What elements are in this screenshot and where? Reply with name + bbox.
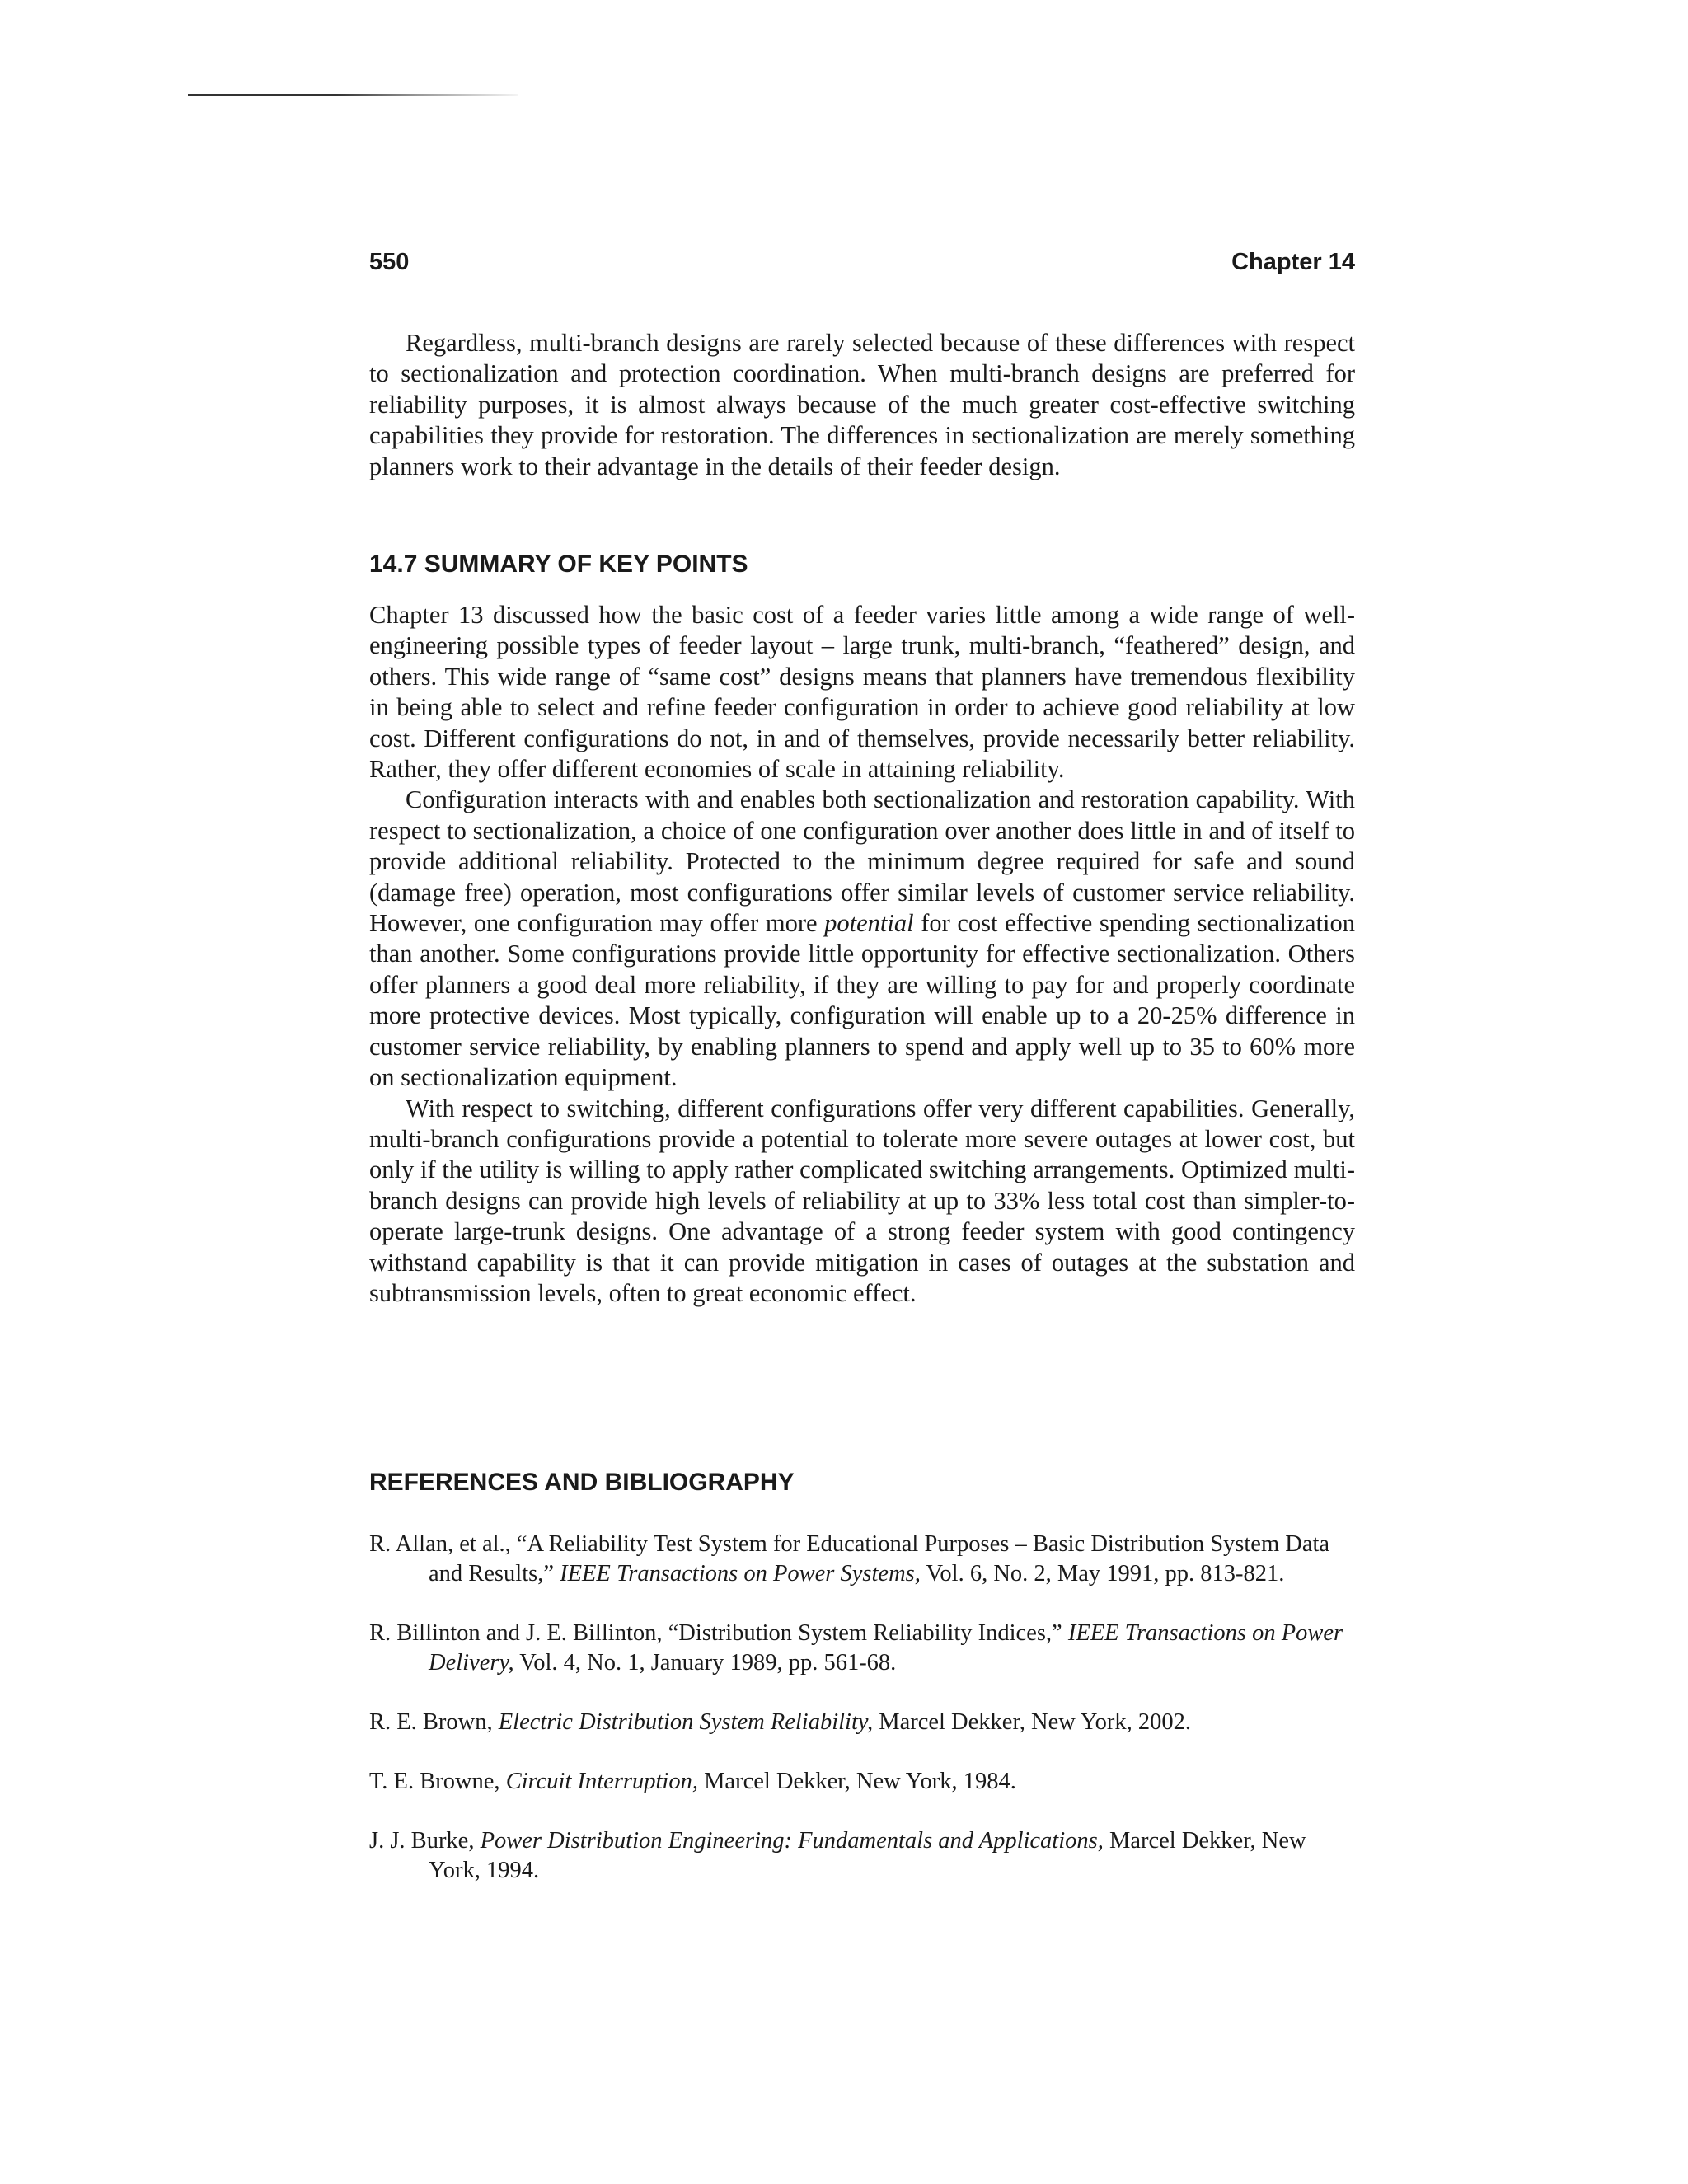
reference-item [369, 1530, 1355, 1589]
summary-paragraph-1: Chapter 13 discussed how the basic cost of a feeder varies little among a wide range of well-engineering possible types of feeder layout – large trunk, multi-branch, “feathered” design, and others. This wide range of “same cost” designs means that planners have tremendous flexibility in being able to select and refine feeder configuration in order to achieve good reliability at low cost. Different configurations do not, in and of themselves, provide necessarily better reliability. Rather, they offer different economies of scale in attaining reliability. [369, 601, 1355, 784]
emphasis-text: potential [824, 909, 914, 938]
opening-block [369, 328, 1355, 482]
paragraph-text: Configuration interacts with and enables both sectionalization and restoration capability. With respect to sectionalization, a choice of one configuration over another does little in and of itself to provide additional reliability. Protected to the minimum degree required for safe and sound (damage free) operation, most configurations offer similar levels of customer service reliability. However, one configuration may offer more [369, 785, 1355, 938]
section-heading-summary: 14.7 SUMMARY OF KEY POINTS [369, 551, 748, 578]
reference-item [369, 1767, 1355, 1797]
reference-item [369, 1619, 1355, 1678]
reference-title: IEEE Transactions on Power Delivery, [429, 1620, 1343, 1675]
reference-text: T. E. Browne, [369, 1769, 506, 1794]
summary-paragraph-2 [369, 785, 1355, 1093]
reference-text: Marcel Dekker, New York, 1994. [429, 1828, 1306, 1883]
reference-title: IEEE Transactions on Power Systems, [560, 1561, 921, 1586]
reference-title: Circuit Interruption, [505, 1769, 698, 1794]
reference-list [369, 1530, 1355, 1915]
reference-text: R. E. Brown, [369, 1709, 499, 1735]
reference-text: Vol. 6, No. 2, May 1991, pp. 813-821. [920, 1561, 1285, 1586]
reference-text: J. J. Burke, [369, 1828, 481, 1854]
reference-title: Power Distribution Engineering: Fundamentals and Applications, [480, 1828, 1104, 1854]
reference-title: Electric Distribution System Reliability, [498, 1709, 874, 1735]
scan-artifact-rule [188, 94, 518, 96]
paragraph-text: for cost effective spending sectionalization than another. Some configurations provide little opportunity for effective sectionalization. Others offer planners a good deal more reliability, if they are willing to pay for and properly coordinate more protective devices. Most typically, configuration will enable up to a 20-25% difference in customer service reliability, by enabling planners to spend and apply well up to 35 to 60% more on sectionalization equipment. [369, 909, 1356, 1092]
reference-text: Marcel Dekker, New York, 2002. [873, 1709, 1192, 1735]
summary-paragraph-3: With respect to switching, different configurations offer very different capabilities. Generally, multi-branch configurations provide a potential to tolerate more severe outages at lower cost, but only if the utility is willing to apply rather complicated switching arrangements. Optimized multi-branch designs can provide high levels of reliability at up to 33% less total cost than simpler-to-operate large-trunk designs. One advantage of a strong feeder system with good contingency withstand capability is that it can provide mitigation in cases of outages at the substation and subtransmission levels, often to great economic effect. [369, 1094, 1355, 1307]
reference-text: Vol. 4, No. 1, January 1989, pp. 561-68. [513, 1650, 897, 1675]
reference-text: Marcel Dekker, New York, 1984. [697, 1769, 1016, 1794]
reference-text: R. Allan, et al., “A Reliability Test System for Educational Purposes – Basic Distribution System Data and Results,” [369, 1531, 1330, 1586]
reference-item [369, 1826, 1355, 1886]
reference-text: R. Billinton and J. E. Billinton, “Distribution System Reliability Indices,” [369, 1620, 1068, 1646]
summary-section [369, 600, 1355, 1309]
section-heading-references: REFERENCES AND BIBLIOGRAPHY [369, 1469, 795, 1496]
reference-item [369, 1708, 1355, 1737]
opening-paragraph: Regardless, multi-branch designs are rarely selected because of these differences with respect to sectionalization and protection coordination. When multi-branch designs are preferred for reliability purposes, it is almost always because of the much greater cost-effective switching capabilities they provide for restoration. The differences in sectionalization are merely something planners work to their advantage in the details of their feeder design. [369, 329, 1355, 480]
page-number: 550 [369, 249, 410, 275]
chapter-label: Chapter 14 [1231, 249, 1355, 275]
running-head [369, 249, 1355, 282]
